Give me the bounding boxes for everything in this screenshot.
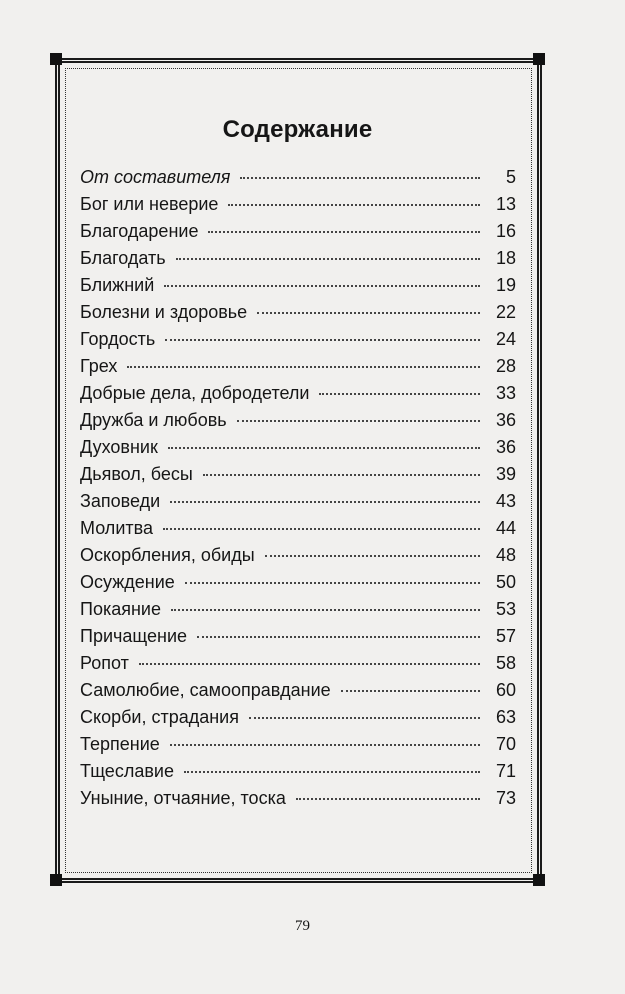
dot-leader (319, 393, 480, 395)
toc-entry-label: Терпение (80, 734, 160, 754)
toc-entry-page: 58 (495, 653, 516, 673)
toc-entry-label: Благодать (80, 248, 166, 268)
dot-leader (197, 636, 480, 638)
toc-entry[interactable] (80, 569, 516, 596)
toc-entry[interactable] (80, 596, 516, 623)
toc-entry-page: 57 (495, 626, 516, 646)
dot-leader (185, 582, 480, 584)
toc-entry-page: 28 (495, 356, 516, 376)
toc-entry-page: 39 (495, 464, 516, 484)
dot-leader (265, 555, 480, 557)
dot-leader (257, 312, 480, 314)
page-number: 79 (295, 918, 310, 934)
toc-entry-page: 60 (495, 680, 516, 700)
toc-entry-page: 53 (495, 599, 516, 619)
toc-entry-label: Духовник (80, 437, 158, 457)
toc-entry-label: Покаяние (80, 599, 161, 619)
toc-entry-page: 18 (495, 248, 516, 268)
toc-entry[interactable] (80, 218, 516, 245)
toc-entry[interactable] (80, 461, 516, 488)
toc-entry[interactable] (80, 677, 516, 704)
toc-entry[interactable] (80, 785, 516, 812)
toc-entry-page: 50 (495, 572, 516, 592)
dot-leader (341, 690, 480, 692)
dot-leader (170, 744, 480, 746)
toc-entry-label: Оскорбления, обиды (80, 545, 255, 565)
toc-entry[interactable] (80, 758, 516, 785)
dot-leader (164, 285, 480, 287)
toc-entry-label: Скорби, страдания (80, 707, 239, 727)
toc-entry-label: Тщеславие (80, 761, 174, 781)
toc-entry-page: 48 (495, 545, 516, 565)
toc-entry-page: 36 (495, 410, 516, 430)
toc-entry-label: Заповеди (80, 491, 161, 511)
toc-entry[interactable] (80, 731, 516, 758)
toc-entry[interactable] (80, 353, 516, 380)
toc-entry-label: Ближний (80, 275, 155, 295)
toc-entry-page: 33 (495, 383, 516, 403)
toc-entry-page: 22 (495, 302, 516, 322)
toc-entry-label: Уныние, отчаяние, тоска (80, 788, 286, 808)
toc-entry-page: 70 (495, 734, 516, 754)
dot-leader (139, 663, 480, 665)
toc-entry[interactable] (80, 623, 516, 650)
toc-entry-label: Гордость (80, 329, 156, 349)
corner-ornament-icon (50, 874, 62, 886)
toc-entry-page: 16 (495, 221, 516, 241)
dot-leader (163, 528, 480, 530)
table-of-contents (80, 164, 516, 812)
toc-entry-label: Дружба и любовь (80, 410, 227, 430)
toc-entry-label: Добрые дела, добродетели (80, 383, 310, 403)
dot-leader (184, 771, 480, 773)
toc-entry[interactable] (80, 299, 516, 326)
toc-entry-label: Бог или неверие (80, 194, 219, 214)
dot-leader (171, 609, 480, 611)
toc-entry[interactable] (80, 380, 516, 407)
toc-entry-page: 36 (495, 437, 516, 457)
toc-entry-page: 19 (495, 275, 516, 295)
toc-entry[interactable] (80, 272, 516, 299)
toc-entry[interactable] (80, 191, 516, 218)
toc-entry-page: 5 (505, 167, 516, 187)
dot-leader (170, 501, 480, 503)
toc-entry[interactable] (80, 326, 516, 353)
toc-entry-label: Дьявол, бесы (80, 464, 193, 484)
dot-leader (228, 204, 480, 206)
toc-entry[interactable] (80, 542, 516, 569)
toc-entry[interactable] (80, 407, 516, 434)
toc-entry[interactable] (80, 515, 516, 542)
toc-entry[interactable] (80, 650, 516, 677)
toc-entry[interactable] (80, 245, 516, 272)
toc-entry-page: 63 (495, 707, 516, 727)
toc-entry-label: От составителя (80, 167, 231, 187)
toc-entry-label: Грех (80, 356, 118, 376)
toc-entry[interactable] (80, 704, 516, 731)
toc-entry[interactable] (80, 488, 516, 515)
toc-entry-label: Ропот (80, 653, 129, 673)
toc-entry-page: 43 (495, 491, 516, 511)
toc-entry-page: 24 (495, 329, 516, 349)
corner-ornament-icon (533, 53, 545, 65)
corner-ornament-icon (50, 53, 62, 65)
dot-leader (240, 177, 480, 179)
toc-entry-page: 71 (495, 761, 516, 781)
corner-ornament-icon (533, 874, 545, 886)
dot-leader (127, 366, 480, 368)
dot-leader (176, 258, 480, 260)
toc-entry[interactable] (80, 434, 516, 461)
toc-entry-page: 44 (495, 518, 516, 538)
page-title: Содержание (222, 116, 373, 143)
toc-entry-label: Самолюбие, самооправдание (80, 680, 331, 700)
toc-entry-label: Причащение (80, 626, 188, 646)
dot-leader (208, 231, 480, 233)
toc-entry-label: Болезни и здоровье (80, 302, 248, 322)
toc-entry-label: Молитва (80, 518, 153, 538)
dot-leader (168, 447, 480, 449)
toc-entry-label: Осуждение (80, 572, 175, 592)
dot-leader (237, 420, 480, 422)
toc-entry-label: Благодарение (80, 221, 199, 241)
dot-leader (203, 474, 480, 476)
dot-leader (296, 798, 480, 800)
toc-entry-page: 73 (495, 788, 516, 808)
dot-leader (165, 339, 480, 341)
toc-entry-page: 13 (495, 194, 516, 214)
toc-entry[interactable] (80, 164, 516, 191)
dot-leader (249, 717, 480, 719)
